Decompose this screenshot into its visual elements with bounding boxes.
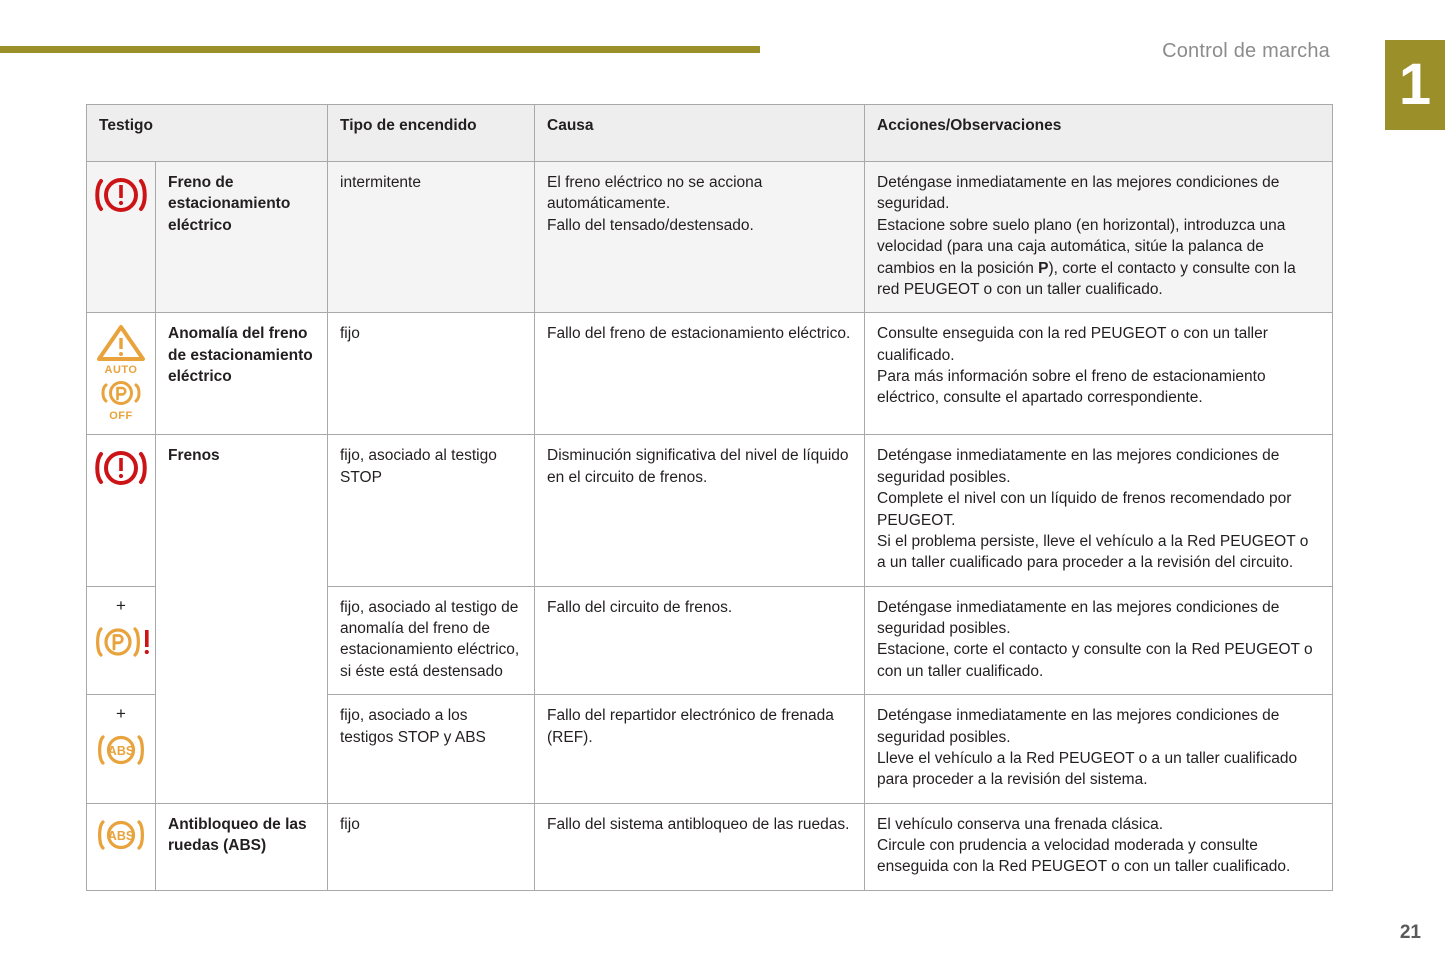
action-line: Deténgase inmediatamente en las mejores condiciones de seguridad posibles.: [877, 447, 1280, 486]
warning-cause: [535, 803, 865, 890]
warning-name: Frenos: [156, 435, 328, 803]
action-line: Estacione, corte el contacto y consulte con la Red PEUGEOT o con un taller cualificado.: [877, 641, 1313, 680]
warning-type: fijo, asociado al testigo STOP: [328, 435, 535, 586]
warning-cause: [535, 586, 865, 695]
table-row: [87, 162, 1333, 313]
parking-brake-fault-icon: [99, 323, 143, 422]
cause-line: Fallo del tensado/destensado.: [547, 216, 754, 234]
warning-type: fijo: [328, 803, 535, 890]
action-line: Complete el nivel con un líquido de frenos recomendado por PEUGEOT.: [877, 490, 1292, 529]
warning-cause: [535, 162, 865, 313]
icon-label-off: OFF: [109, 410, 133, 423]
action-line: Lleve el vehículo a la Red PEUGEOT o a un taller cualificado para proceder a la revisión del sistema.: [877, 749, 1298, 789]
column-header-tipo: Tipo de encendido: [328, 105, 535, 162]
warning-cause: [535, 695, 865, 804]
warning-type: fijo: [328, 313, 535, 435]
brake-warning-icon-cell: [87, 435, 156, 586]
warning-action: [865, 435, 1333, 586]
brake-warning-icon-cell: [87, 162, 156, 313]
action-line: Consulte enseguida con la red PEUGEOT o con un taller cualificado.: [877, 325, 1268, 364]
parking-brake-exclamation-icon: [99, 597, 143, 663]
warning-cause: [535, 313, 865, 435]
cause-line: Fallo del repartidor electrónico de frenada (REF).: [547, 707, 834, 746]
icon-label-auto: AUTO: [104, 364, 138, 377]
warning-cause: [535, 435, 865, 586]
warning-action: [865, 586, 1333, 695]
table-row: [87, 313, 1333, 435]
warning-action: [865, 695, 1333, 804]
warning-name: Antibloqueo de las ruedas (ABS): [156, 803, 328, 890]
cause-line: Disminución significativa del nivel de líquido en el circuito de frenos.: [547, 447, 849, 486]
abs-icon-cell: [87, 695, 156, 804]
warning-lights-table-wrapper: [86, 104, 1332, 891]
plus-sign: +: [116, 595, 126, 615]
action-line: Estacione sobre suelo plano (en horizontal), introduzca una velocidad (para una caja automática, sitúe la palanca de cambios en la posición P), corte el contacto y consulte con la red PEUGEOT o con un taller cualificado.: [877, 216, 1296, 298]
warning-action: [865, 313, 1333, 435]
cause-line: Fallo del sistema antibloqueo de las ruedas.: [547, 815, 850, 833]
brake-warning-icon: [99, 172, 143, 218]
action-line: Deténgase inmediatamente en las mejores condiciones de seguridad posibles.: [877, 598, 1280, 638]
table-row: [87, 803, 1333, 890]
header-accent-rule: [0, 46, 760, 53]
abs-icon-cell: [87, 803, 156, 890]
action-line: Deténgase inmediatamente en las mejores condiciones de seguridad.: [877, 174, 1280, 213]
column-header-causa: Causa: [535, 105, 865, 162]
parking-brake-exclamation-icon-cell: [87, 586, 156, 695]
action-line: Para más información sobre el freno de estacionamiento eléctrico, consulte el apartado correspondiente.: [877, 368, 1266, 407]
column-header-acciones: Acciones/Observaciones: [865, 105, 1333, 162]
table-header-row: [87, 105, 1333, 162]
column-header-testigo: Testigo: [87, 105, 328, 162]
warning-name: Anomalía del freno de estacionamiento eléctrico: [156, 313, 328, 435]
svg-text:ABS: ABS: [107, 828, 135, 843]
svg-text:ABS: ABS: [107, 744, 135, 759]
cause-line: Fallo del circuito de frenos.: [547, 598, 733, 616]
warning-lights-table: [86, 104, 1333, 891]
warning-type: intermitente: [328, 162, 535, 313]
page-header-title: Control de marcha: [1162, 40, 1330, 62]
action-line: El vehículo conserva una frenada clásica.: [877, 815, 1164, 833]
page-number: 21: [1399, 922, 1421, 943]
parking-brake-fault-icon-cell: [87, 313, 156, 435]
warning-type: fijo, asociado al testigo de anomalía del freno de estacionamiento eléctrico, si éste está destensado: [328, 586, 535, 695]
brake-warning-icon: [99, 445, 143, 491]
plus-sign: +: [116, 704, 126, 724]
action-line: Deténgase inmediatamente en las mejores condiciones de seguridad posibles.: [877, 707, 1280, 746]
warning-name: Freno de estacionamiento eléctrico: [156, 162, 328, 313]
warning-action: [865, 803, 1333, 890]
table-row: [87, 435, 1333, 586]
action-line: Circule con prudencia a velocidad moderada y consulte enseguida con la Red PEUGEOT o con un taller cualificado.: [877, 837, 1291, 876]
cause-line: El freno eléctrico no se acciona automáticamente.: [547, 174, 763, 213]
cause-line: Fallo del freno de estacionamiento eléctrico.: [547, 325, 851, 343]
chapter-number: 1: [1398, 52, 1432, 117]
action-line: Si el problema persiste, lleve el vehículo a la Red PEUGEOT o a un taller cualificado para proceder a la revisión del circuito.: [877, 532, 1309, 572]
abs-icon: [99, 814, 143, 856]
warning-type: fijo, asociado a los testigos STOP y ABS: [328, 695, 535, 804]
abs-icon: [99, 705, 143, 771]
warning-action: [865, 162, 1333, 313]
